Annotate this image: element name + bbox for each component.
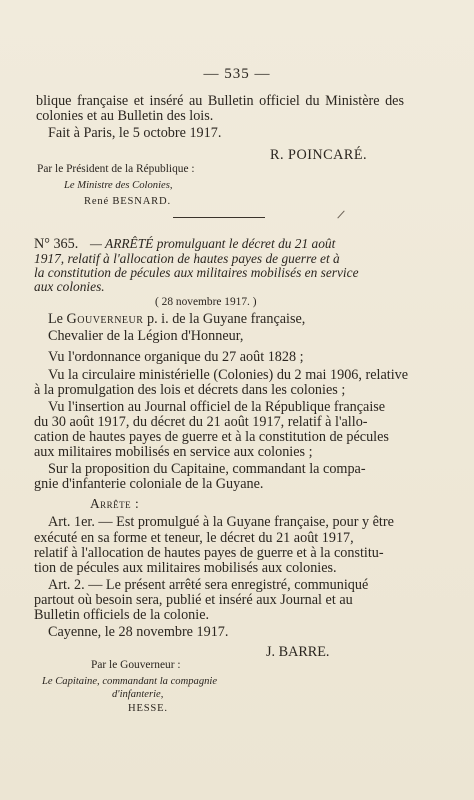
decree-title-line: la constitution de pécules aux militaires mobilisés en service (34, 265, 359, 280)
article-1-line: tion de pécules aux militaires mobilisés aux colonies. (34, 560, 337, 576)
decree-title-line: — ARRÊTÉ promulguant le décret du 21 août (90, 236, 336, 251)
place-date: Fait à Paris, le 5 octobre 1917. (48, 125, 222, 141)
minister-name: René BESNARD. (84, 196, 171, 207)
governor-rest: p. i. de la Guyane française, (146, 311, 306, 327)
decree-title-line: 1917, relatif à l'allocation de hautes payes de guerre et à (34, 251, 340, 266)
captain-name: HESSE. (128, 703, 168, 714)
prev-text-line: blique française et inséré au Bulletin officiel du Ministère des (36, 93, 404, 109)
consideration-line: gnie d'infanterie coloniale de la Guyane. (34, 476, 264, 492)
decree-number: N° 365. (34, 236, 79, 252)
captain-title-line: Le Capitaine, commandant la compagnie (42, 676, 218, 687)
consideration-line: aux militaires mobilisés en service aux colonies ; (34, 444, 313, 460)
place-date: Cayenne, le 28 novembre 1917. (48, 624, 229, 640)
governor-line (48, 311, 305, 328)
consideration-line: à la promulgation des lois et décrets dans les colonies ; (34, 382, 346, 398)
governor-title: Gouverneur (66, 311, 144, 327)
consideration-line: Vu l'insertion au Journal officiel de la République française (48, 399, 386, 415)
countersign-intro: Par le Gouverneur : (91, 659, 181, 671)
governor-le: Le (48, 311, 63, 327)
article-2-line: partout où besoin sera, publié et inséré aux Journal et au (34, 592, 353, 608)
section-divider (173, 217, 265, 218)
consideration-line: cation de hautes payes de guerre et à la constitution de pécules (34, 429, 389, 445)
decree-title-line: aux colonies. (34, 279, 105, 294)
consideration-line: Vu la circulaire ministérielle (Colonies) du 2 mai 1906, relative (48, 367, 409, 383)
page-number: — 535 — (203, 66, 271, 82)
signature: J. BARRE. (266, 644, 330, 660)
governor-honor: Chevalier de la Légion d'Honneur, (48, 328, 244, 344)
article-1-line: Art. 1er. — Est promulgué à la Guyane française, pour y être (48, 514, 394, 530)
prev-text-line: colonies et au Bulletin des lois. (36, 108, 214, 124)
arrete-heading: Arrête : (90, 496, 140, 511)
margin-mark (337, 210, 344, 218)
article-1-line: exécuté en sa forme et teneur, le décret du 21 août 1917, (34, 530, 354, 546)
consideration-line: Vu l'ordonnance organique du 27 août 1828 ; (48, 349, 304, 365)
article-2-line: Art. 2. — Le présent arrêté sera enregistré, communiqué (48, 577, 369, 593)
consideration-line: Sur la proposition du Capitaine, commandant la compa- (48, 461, 366, 477)
article-1-line: relatif à l'allocation de hautes payes de guerre et à la constitu- (34, 545, 384, 561)
consideration-line: du 30 août 1917, du décret du 21 août 1917, relatif à l'allo- (34, 414, 368, 430)
article-2-line: Bulletin officiels de la colonie. (34, 607, 210, 623)
minister-title: Le Ministre des Colonies, (64, 180, 173, 191)
countersign-intro: Par le Président de la République : (37, 163, 195, 175)
decree-date: ( 28 novembre 1917. ) (155, 296, 257, 308)
signature: R. POINCARÉ. (270, 147, 368, 163)
captain-title-line: d'infanterie, (112, 689, 164, 700)
